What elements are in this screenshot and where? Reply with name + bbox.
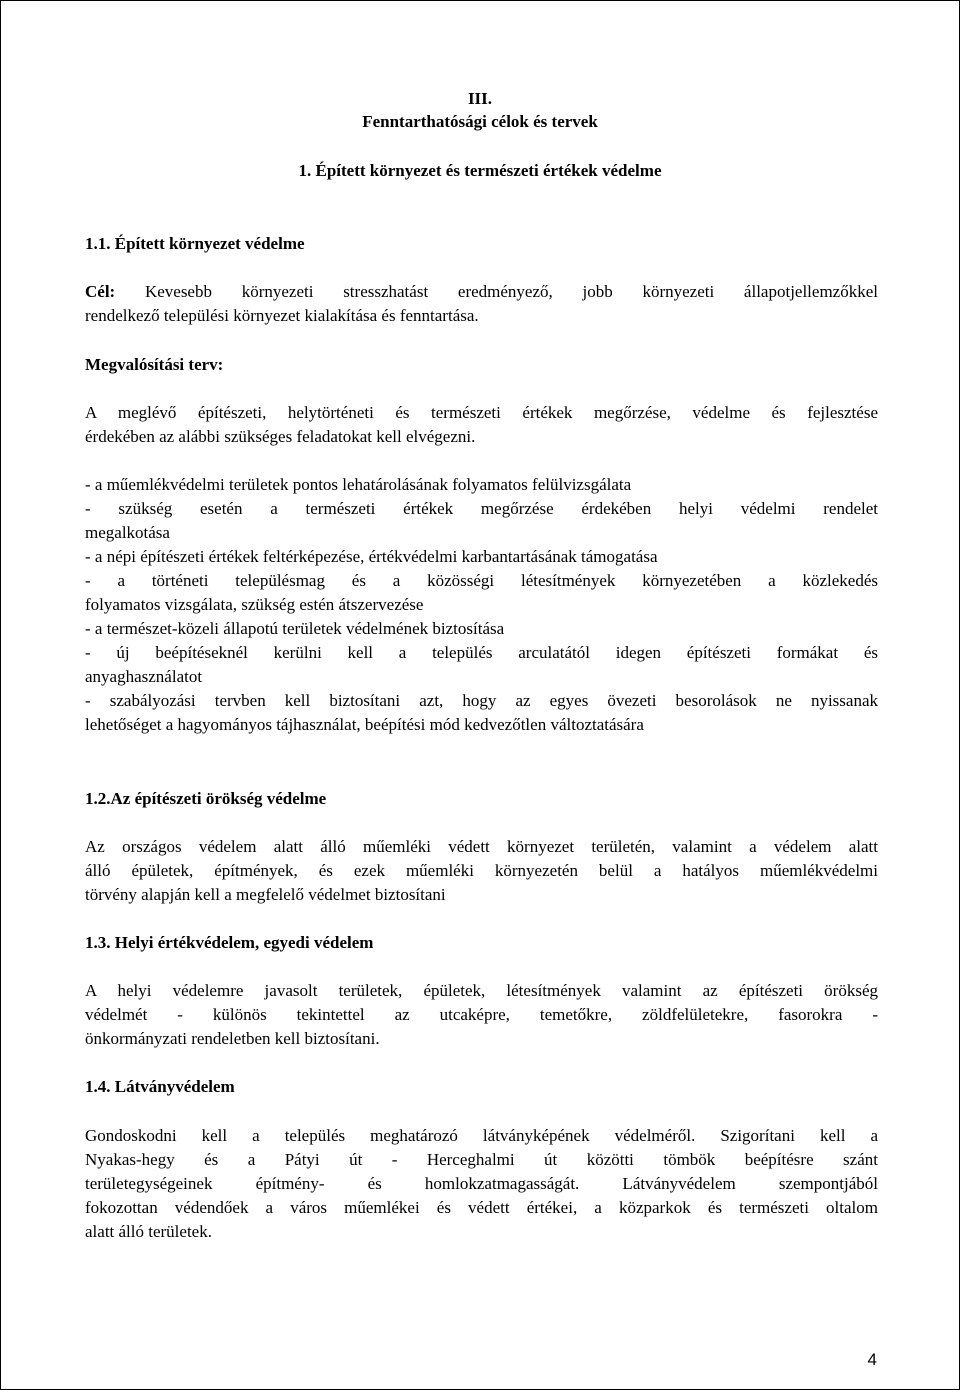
subsection-heading-1-3: 1.3. Helyi értékvédelem, egyedi védelem <box>85 933 374 952</box>
goal-line-1 <box>85 282 878 302</box>
paragraph-line: törvény alapján kell a megfelelő védelmet biztosítani <box>85 885 446 904</box>
list-line: anyaghasználatot <box>85 667 203 686</box>
list-line: folyamatos vizsgálata, szükség estén átszervezése <box>85 595 424 614</box>
chapter-title: Fenntarthatósági célok és tervek <box>362 112 598 131</box>
intro-line-2: érdekében az alábbi szükséges feladatokat kell elvégezni. <box>85 427 476 446</box>
paragraph-line: fokozottan védendőek a város műemlékei és védett értékei, a közparkok és természeti oltalom <box>85 1198 878 1217</box>
chapter-number: III. <box>467 89 493 108</box>
list-line: megalkotása <box>85 523 170 542</box>
goal-text: Kevesebb környezeti stresszhatást eredményező, jobb környezeti állapotjellemzőkkel <box>115 282 878 301</box>
list-line: - a történeti településmag és a közösségi létesítmények környezetében a közlekedés <box>85 571 878 590</box>
list-line: lehetőséget a hagyományos tájhasználat, beépítési mód kedvezőtlen változtatására <box>85 715 644 734</box>
list-line: - szükség esetén a természeti értékek megőrzése érdekében helyi védelmi rendelet <box>85 499 878 518</box>
subsection-heading-1-4: 1.4. Látványvédelem <box>85 1077 235 1096</box>
paragraph-line: álló épületek, építmények, és ezek műemléki környezetén belül a hatályos műemlékvédelmi <box>85 861 878 880</box>
list-line: - a természet-közeli állapotú területek védelmének biztosítása <box>85 619 505 638</box>
paragraph-line: Nyakas-hegy és a Pátyi út - Herceghalmi út közötti tömbök beépítésre szánt <box>85 1150 878 1169</box>
list-line: - a népi építészeti értékek feltérképezése, értékvédelmi karbantartásának támogatása <box>85 547 658 566</box>
paragraph-line: Gondoskodni kell a település meghatározó látványképének védelméről. Szigorítani kell a <box>85 1126 878 1145</box>
intro-line-1: A meglévő építészeti, helytörténeti és természeti értékek megőrzése, védelme és fejlesztése <box>85 403 878 422</box>
plan-label: Megvalósítási terv: <box>85 355 224 374</box>
list-line: - új beépítéseknél kerülni kell a település arculatától idegen építészeti formákat és <box>85 643 878 662</box>
subsection-heading-1-2: 1.2.Az építészeti örökség védelme <box>85 789 327 808</box>
subsection-heading-1-1: 1.1. Épített környezet védelme <box>85 234 305 253</box>
paragraph-line: A helyi védelemre javasolt területek, épületek, létesítmények valamint az építészeti örökség <box>85 981 878 1000</box>
paragraph-line: alatt álló területek. <box>85 1222 212 1241</box>
list-line: - a műemlékvédelmi területek pontos lehatárolásának folyamatos felülvizsgálata <box>85 475 632 494</box>
list-line: - szabályozási tervben kell biztosítani azt, hogy az egyes övezeti besorolások ne nyissanak <box>85 691 878 710</box>
paragraph-line: önkormányzati rendeletben kell biztosítani. <box>85 1029 380 1048</box>
paragraph-line: védelmét - különös tekintettel az utcaképre, temetőkre, zöldfelületekre, fasorokra - <box>85 1005 878 1024</box>
goal-line-2: rendelkező települési környezet kialakítása és fenntartása. <box>85 306 479 325</box>
goal-label: Cél: <box>85 282 116 301</box>
paragraph-line: területegységeinek építmény- és homlokzatmagasságát. Látványvédelem szempontjából <box>85 1174 878 1193</box>
page-number: 4 <box>867 1350 877 1369</box>
section-heading: 1. Épített környezet és természeti értékek védelme <box>298 161 662 180</box>
paragraph-line: Az országos védelem alatt álló műemléki védett környezet területén, valamint a védelem alatt <box>85 837 878 856</box>
